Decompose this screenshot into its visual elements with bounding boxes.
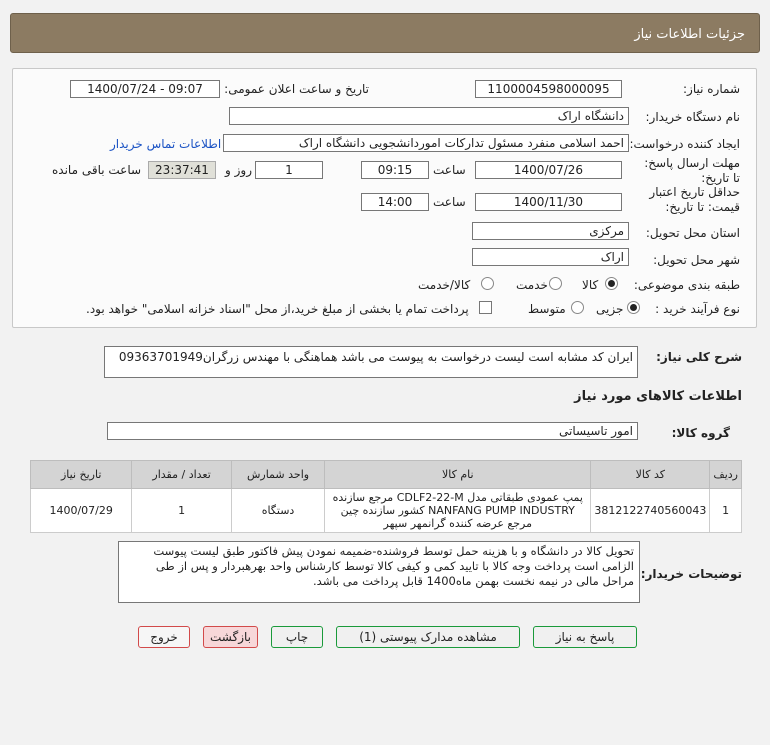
need-number-field: 1100004598000095 [475,80,622,98]
description-field: ایران کد مشابه است لیست درخواست به پیوست می باشد هماهنگی با مهندس زرگران09363701949 [104,346,638,378]
category-service-label: خدمت [516,278,548,292]
col-header-unit: واحد شمارش [231,461,324,489]
province-field: مرکزی [472,222,629,240]
need-number-label: شماره نیاز: [683,82,740,96]
table-row [31,489,742,533]
reply-time-field: 09:15 [361,161,429,179]
back-button[interactable]: بازگشت [203,626,258,648]
category-goods-label: کالا [582,278,599,292]
col-header-index: ردیف [710,461,742,489]
col-header-name: نام کالا [325,461,591,489]
view-attachments-button[interactable]: مشاهده مدارک پیوستی (1) [336,626,520,648]
goods-table [30,460,742,533]
requester-field: احمد اسلامی منفرد مسئول تدارکات اموردانشجویی دانشگاه اراک [223,134,629,152]
reply-to-need-button[interactable]: پاسخ به نیاز [533,626,637,648]
days-field: 1 [255,161,323,179]
process-minor-label: جزیی [596,302,624,316]
process-label: نوع فرآیند خرید : [655,302,740,316]
cell-date: 1400/07/29 [31,489,132,533]
print-button[interactable]: چاپ [271,626,323,648]
remaining-label: ساعت باقی مانده [52,163,142,177]
buyer-contact-link[interactable]: اطلاعات تماس خریدار [110,137,222,151]
days-label: روز و [225,163,252,177]
page-title: جزئیات اطلاعات نیاز [634,27,745,42]
category-service-radio[interactable] [549,277,562,290]
goods-section-title: اطلاعات کالاهای مورد نیاز [574,389,742,404]
buyer-notes-label: توضیحات خریدار: [640,567,742,581]
category-goods-radio[interactable] [605,277,618,290]
cell-name: پمپ عمودی طبقاتی مدل CDLF2-22-M مرجع سازنده NANFANG PUMP INDUSTRY کشور سازنده چین مرجع عرضه کننده گرانمهر سپهر [325,489,591,533]
validity-date-field: 1400/11/30 [475,193,622,211]
announce-label: تاریخ و ساعت اعلان عمومی: [224,82,369,96]
validity-time-label: ساعت [433,195,466,209]
description-label: شرح کلی نیاز: [656,350,742,364]
page-header [10,13,760,53]
process-medium-label: متوسط [528,302,566,316]
validity-label: حداقل تاریخ اعتبار قیمت: تا تاریخ: [649,185,740,214]
announce-field: 1400/07/24 - 09:07 [70,80,220,98]
buyer-notes-field: تحویل کالا در دانشگاه و با هزینه حمل توسط فروشنده-ضمیمه نمودن پیش فاکتور طبق لیست پیوست الزامی است پرداخت وجه کالا با تایید کمی و کیفی کالا توسط کارشناس واحد بهرهبردار و پس از طی مراحل مالی در نیمه نخست بهمن ماه1400 قابل پرداخت می باشد. [118,541,640,603]
buyer-org-label: نام دستگاه خریدار: [645,110,740,124]
category-both-label: کالا/خدمت [418,278,471,292]
cell-code: 3812122740560043 [591,489,710,533]
col-header-date: تاریخ نیاز [31,461,132,489]
cell-index: 1 [710,489,742,533]
cell-unit: دستگاه [231,489,324,533]
validity-time-field: 14:00 [361,193,429,211]
remaining-time-field: 23:37:41 [148,161,216,179]
city-label: شهر محل تحویل: [653,253,740,267]
category-label: طبقه بندی موضوعی: [633,278,740,292]
process-minor-radio[interactable] [627,301,640,314]
province-label: استان محل تحویل: [645,226,740,240]
process-medium-radio[interactable] [571,301,584,314]
goods-group-field: امور تاسیساتی [107,422,638,440]
reply-deadline-label: مهلت ارسال پاسخ: تا تاریخ: [644,156,740,185]
requester-label: ایجاد کننده درخواست: [629,137,740,151]
cell-qty: 1 [132,489,231,533]
treasury-payment-checkbox[interactable] [479,301,492,314]
reply-date-field: 1400/07/26 [475,161,622,179]
city-field: اراک [472,248,629,266]
goods-group-label: گروه کالا: [671,426,730,440]
exit-button[interactable]: خروج [138,626,190,648]
col-header-code: کد کالا [591,461,710,489]
reply-time-label: ساعت [433,163,466,177]
treasury-payment-label: پرداخت تمام یا بخشی از مبلغ خرید،از محل "اسناد خزانه اسلامی" خواهد بود. [86,302,469,316]
col-header-qty: تعداد / مقدار [132,461,231,489]
category-both-radio[interactable] [481,277,494,290]
buyer-org-field: دانشگاه اراک [229,107,629,125]
